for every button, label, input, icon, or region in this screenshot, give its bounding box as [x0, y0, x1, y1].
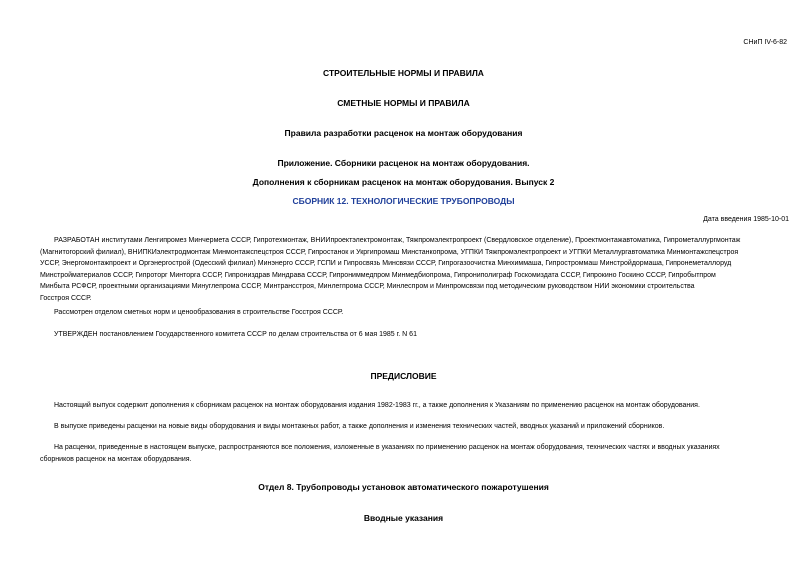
section-title: Отдел 8. Трубопроводы установок автоматического пожаротушения [258, 482, 549, 492]
title-building-norms: СТРОИТЕЛЬНЫЕ НОРМЫ И ПРАВИЛА [323, 68, 484, 78]
reviewed-text: Рассмотрен отделом сметных норм и ценообразования в строительстве Госстроя СССР. [54, 309, 344, 316]
developed-paragraph [40, 235, 782, 304]
intro-date: Дата введения 1985-10-01 [703, 216, 789, 223]
developed-line: Госстроя СССР. [40, 294, 92, 302]
title-collection: СБОРНИК 12. ТЕХНОЛОГИЧЕСКИЕ ТРУБОПРОВОДЫ [292, 196, 515, 206]
document-code: СНиП IV-6-82 [743, 39, 787, 46]
preface-paragraph-2: В выпуске приведены расценки на новые виды оборудования и виды монтажных работ, а также дополнения и изменения технических частей, вводных указаний и приложений сборников. [54, 423, 665, 430]
title-supplements: Дополнения к сборникам расценок на монтаж оборудования. Выпуск 2 [252, 177, 555, 187]
preface-paragraph-1: Настоящий выпуск содержит дополнения к сборникам расценок на монтаж оборудования издания 1982-1983 гг., а также дополнения к Указаниям по применению расценок на монтаж оборудования. [54, 402, 700, 409]
title-estimate-norms: СМЕТНЫЕ НОРМЫ И ПРАВИЛА [337, 98, 470, 108]
preface-p3-line: сборников расценок на монтаж оборудования. [40, 455, 192, 463]
preface-p3-line: На расценки, приведенные в настоящем выпуске, распространяются все положения, изложенные в указаниях по применению расценок на монтаж оборудования, технических частях и вводных указаниях [54, 444, 720, 451]
developed-line: УССР, Энергомонтажпроект и Оргэнергострой (Одесский филиал) Минэнерго СССР, ГСПИ и Гипросвязь Минсвязи СССР, Гипрогазоочистка Минхиммаша, Гипростроммаш Минстройдормаша, Гипронеметаллоруд [40, 260, 732, 267]
approved-text: УТВЕРЖДЕН постановлением Государственного комитета СССР по делам строительства от 6 мая 1985 г. N 61 [54, 331, 417, 338]
section-subtitle: Вводные указания [363, 513, 444, 523]
title-rules: Правила разработки расценок на монтаж оборудования [284, 128, 523, 138]
developed-line: Минбыта РСФСР, проектными организациями Минуглепрома СССР, Минтрансстроя, Минлегпрома СССР, Минлеспром и Минпромсвязи под методическим руководством НИИ экономики строительства [40, 283, 695, 290]
developed-line: (Магнитогорский филиал), ВНИПКИэлектродмонтаж Минмонтажспецстроя СССР, Гипростанок и Укргипромаш Минстанкопрома, УГПКИ Тяжпромэлектропроект и УГПКИ Металлургавтоматика Минмонтажспецстроя [40, 248, 739, 256]
developed-line: Минстройматериалов СССР, Гипроторг Минторга СССР, Гипрониздрав Миндрава СССР, Гипрониммедпром Минмедбиопрома, Гипрониполиграф Госкомиздата СССР, Гипрокино Госкино СССР, Гипробытпром [40, 271, 716, 279]
preface-paragraph-3 [40, 442, 782, 465]
title-appendix: Приложение. Сборники расценок на монтаж оборудования. [277, 158, 530, 168]
preface-title: ПРЕДИСЛОВИЕ [370, 371, 437, 381]
developed-line: РАЗРАБОТАН институтами Ленгипромез Минчермета СССР, Гипротехмонтаж, ВНИИпроектэлектромонтаж, Тяжпромэлектропроект (Свердловское отделение), Проектмонтажавтоматика, Гипрометаллургмонтаж [54, 237, 741, 244]
